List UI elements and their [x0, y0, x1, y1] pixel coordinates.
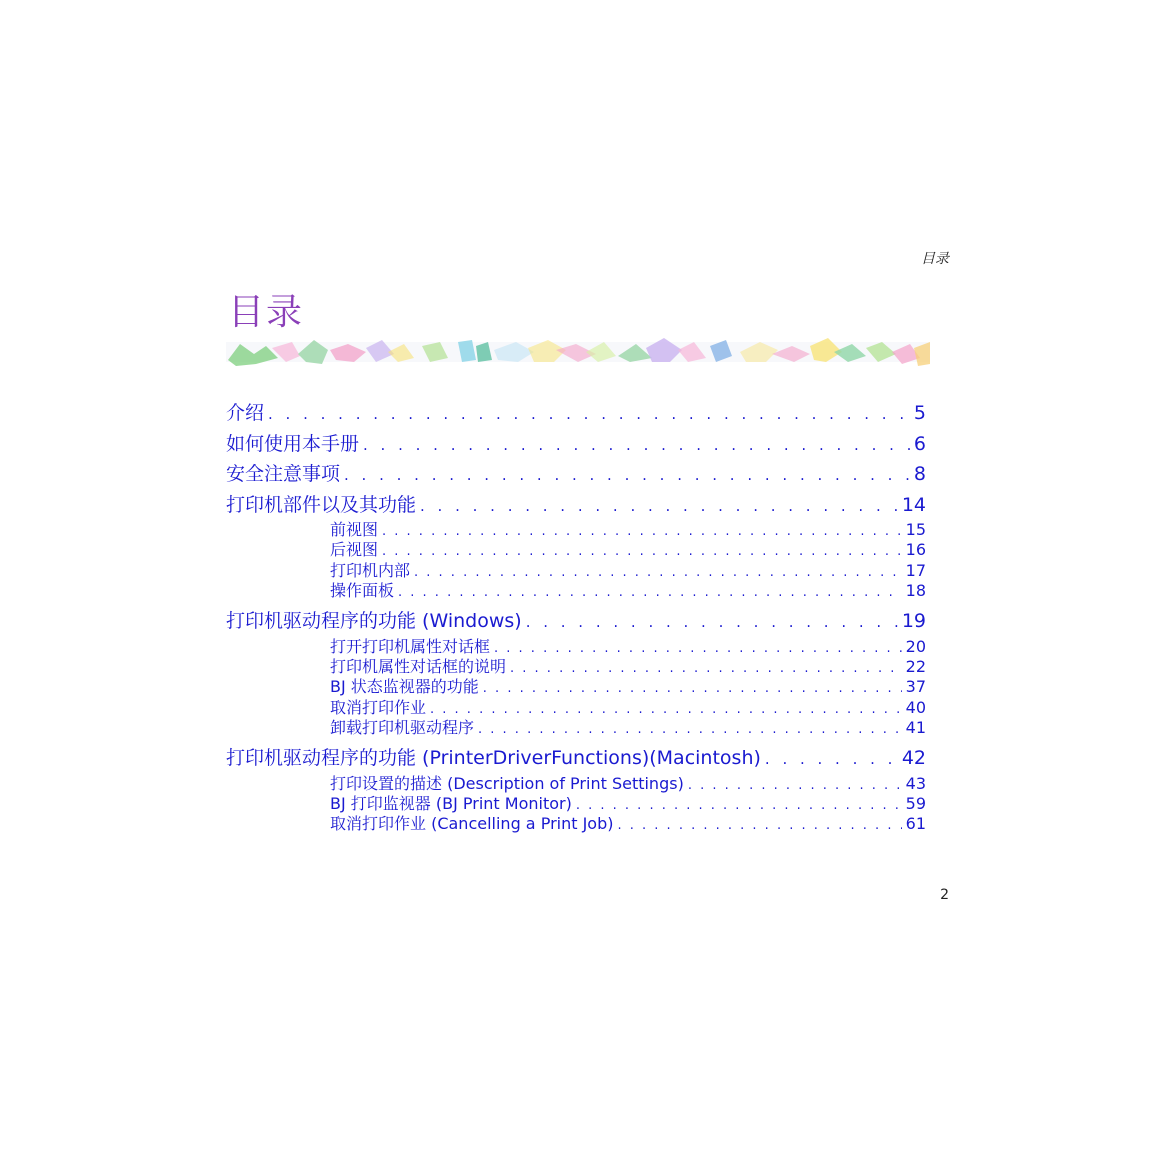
toc-subentry-label: 打印机内部 [330, 560, 411, 580]
toc-entry[interactable] [226, 429, 926, 460]
toc-subentry[interactable] [226, 698, 926, 718]
toc-entry-page: 8 [913, 463, 926, 485]
toc-subentry-page: 40 [905, 697, 926, 717]
toc-subentry[interactable] [226, 540, 926, 560]
toc-subentry-page: 61 [905, 814, 926, 834]
toc-entry-label: 打印机部件以及其功能 [226, 493, 417, 516]
toc-subentry[interactable] [226, 794, 926, 814]
toc-subentry[interactable] [226, 657, 926, 677]
dot-leader [414, 563, 902, 583]
dot-leader [430, 700, 902, 720]
toc-subentry[interactable] [226, 637, 926, 657]
dot-leader [510, 659, 902, 679]
toc-subentry-label: 卸载打印机驱动程序 [330, 717, 475, 737]
toc-subentry-page: 43 [905, 773, 926, 793]
toc-subentry-page: 15 [905, 520, 926, 539]
toc-subentry[interactable] [226, 814, 926, 834]
toc-entry-label: 打印机驱动程序的功能 (Windows) [226, 610, 522, 633]
toc-entry-label: 如何使用本手册 [226, 432, 360, 455]
dot-leader [494, 639, 902, 659]
toc-subentry-page: 18 [905, 580, 926, 600]
toc-entry-page: 14 [901, 493, 926, 516]
toc-entry-label: 介绍 [226, 402, 265, 424]
dot-leader [688, 776, 902, 796]
toc-subentry-page: 17 [905, 560, 926, 580]
toc-subentry-page: 20 [905, 636, 926, 656]
toc-subentry[interactable] [226, 561, 926, 581]
toc-entry-page: 5 [913, 402, 926, 424]
toc-subentry-label: 打印设置的描述 (Description of Print Settings) [330, 773, 684, 793]
toc-subentry-page: 59 [905, 793, 926, 813]
toc-entry[interactable] [226, 606, 926, 637]
toc-entry[interactable] [226, 490, 926, 521]
toc-subentry-page: 37 [905, 677, 926, 697]
toc-entry-page: 42 [901, 747, 926, 770]
toc-subentry-label: 后视图 [330, 540, 379, 560]
dot-leader [382, 522, 902, 542]
toc-subentry-label: BJ 打印监视器 (BJ Print Monitor) [330, 793, 572, 813]
dot-leader [765, 744, 898, 775]
dot-leader [576, 796, 902, 816]
dot-leader [526, 607, 898, 638]
toc-entry[interactable] [226, 459, 926, 490]
toc-entry[interactable] [226, 743, 926, 774]
toc-subentry[interactable] [226, 581, 926, 601]
toc-subentry[interactable] [226, 677, 926, 697]
dot-leader [268, 399, 910, 430]
toc-subentry[interactable] [226, 774, 926, 794]
toc-subentry-label: 取消打印作业 [330, 697, 427, 717]
page-number: 2 [940, 887, 949, 903]
dot-leader [363, 430, 910, 461]
running-header: 目录 [921, 251, 949, 267]
toc-entry-page: 6 [913, 432, 926, 455]
toc-entry-label: 打印机驱动程序的功能 (PrinterDriverFunctions)(Macintosh) [226, 747, 761, 770]
toc-subentry-page: 22 [905, 656, 926, 676]
toc-subentry[interactable] [226, 520, 926, 540]
toc-subentry-label: BJ 状态监视器的功能 [330, 677, 479, 697]
dot-leader [344, 460, 910, 491]
dot-leader [420, 491, 898, 522]
dot-leader [478, 720, 902, 740]
page-title: 目录 [228, 292, 305, 333]
toc-entry-label: 安全注意事项 [226, 463, 341, 485]
toc-subentry-label: 前视图 [330, 520, 379, 539]
toc-subentry-label: 打印机属性对话框的说明 [330, 656, 507, 676]
toc-subentry-page: 41 [905, 717, 926, 737]
toc-subentry-label: 打开打印机属性对话框 [330, 636, 491, 656]
toc-subentry-label: 操作面板 [330, 580, 395, 600]
toc-subentry-page: 16 [905, 540, 926, 560]
table-of-contents [226, 398, 926, 835]
toc-entry-page: 19 [901, 610, 926, 633]
dot-leader [618, 816, 902, 836]
toc-subentry-label: 取消打印作业 (Cancelling a Print Job) [330, 814, 614, 834]
dot-leader [382, 542, 902, 562]
toc-entry[interactable] [226, 398, 926, 429]
dot-leader [483, 679, 902, 699]
toc-subentry[interactable] [226, 718, 926, 738]
dot-leader [398, 583, 902, 603]
decorative-color-band [226, 332, 930, 372]
